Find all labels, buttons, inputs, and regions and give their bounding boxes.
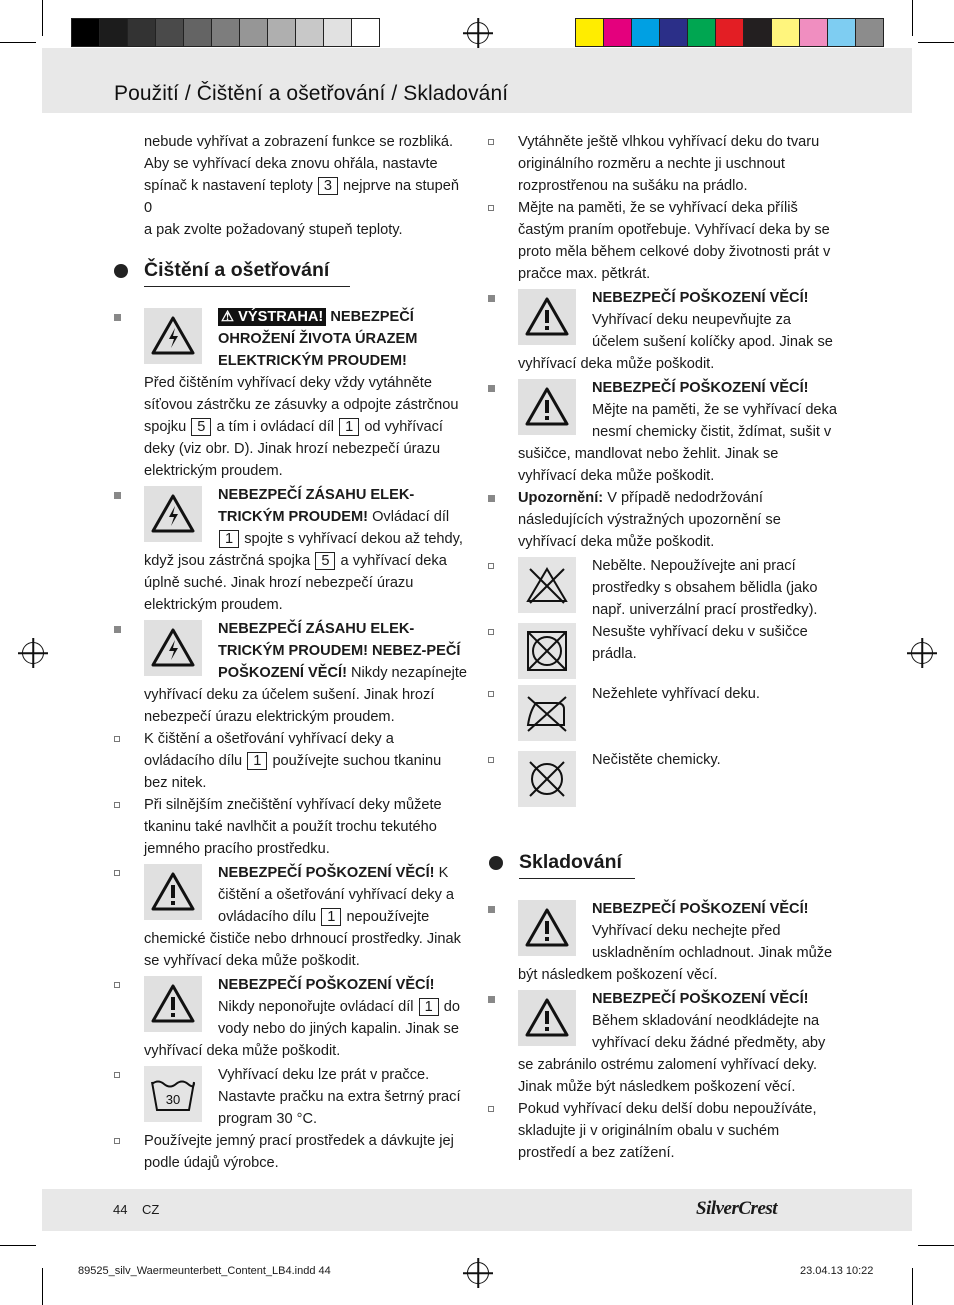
file-info: 89525_silv_Waermeunterbett_Content_LB4.indd 44: [78, 1265, 331, 1277]
warning-triangle-icon: [518, 990, 576, 1046]
electric-hazard-icon: [144, 308, 202, 364]
list-item: Nežehlete vyhřívací deku.: [488, 683, 840, 749]
list-item: Upozornění: V případě nedodržování následujících výstražných upozornění se vyhřívací deka může poškodit.: [488, 487, 840, 553]
electric-hazard-icon: [144, 620, 202, 676]
warning-triangle-icon: [518, 379, 576, 435]
square-bullet-icon: [488, 487, 496, 509]
crop-mark: [912, 1268, 913, 1305]
left-column: [114, 306, 468, 1174]
open-bullet-icon: [114, 1064, 122, 1086]
crop-mark: [0, 42, 36, 43]
no-ironing-icon: [518, 685, 576, 741]
crop-mark: [0, 1245, 36, 1246]
no-bleach-icon: [518, 557, 576, 613]
list-item: NEBEZPEČÍ POŠKOZENÍ VĚCÍ! Nikdy neponořujte ovládací díl 1 do vody nebo do jiných kapalin. Jinak se vyhřívací deka může poškodit.: [114, 974, 468, 1062]
no-tumble-dry-icon: [518, 623, 576, 679]
square-bullet-icon: [488, 377, 496, 399]
gray-swatch-bar: [72, 18, 380, 47]
square-bullet-icon: [114, 618, 122, 640]
language-code: CZ: [142, 1202, 160, 1217]
list-item: NEBEZPEČÍ ZÁSAHU ELEK-TRICKÝM PROUDEM! NEBEZ-PEČÍ POŠKOZENÍ VĚCÍ! Nikdy nezapínejte vyhřívací deku za účelem sušení. Jinak hrozí nebezpečí úrazu elektrickým proudem.: [114, 618, 468, 728]
electric-hazard-icon: [144, 486, 202, 542]
open-bullet-icon: [114, 728, 122, 750]
brand-logo: SilverCrest: [696, 1198, 778, 1219]
list-item: NEBEZPEČÍ POŠKOZENÍ VĚCÍ! Vyhřívací deku neupevňujte za účelem sušení kolíčky apod. Jinak se vyhřívací deka může poškodit.: [488, 287, 840, 375]
list-item: Nebělte. Nepoužívejte ani prací prostředky s obsahem bělidla (jako např. univerzální prací prostředky).: [488, 555, 840, 621]
open-bullet-icon: [114, 794, 122, 816]
open-bullet-icon: [114, 974, 122, 996]
registration-mark-icon: [467, 1262, 489, 1284]
list-item: ⚠ VÝSTRAHA! NEBEZPEČÍ OHROŽENÍ ŽIVOTA ÚRAZEM ELEKTRICKÝM PROUDEM! Před čištěním vyhřívací deky vždy vytáhněte síťovou zástrčku ze zásuvky a odpojte zástrčnou spojku 5 a tím i ovládací díl 1 od vyhřívací deky (viz obr. D). Jinak hrozí nebezpečí úrazu elektrickým proudem.: [114, 306, 468, 482]
list-item: Pokud vyhřívací deku delší dobu nepoužíváte, skladujte ji v originálním obalu v suchém prostředí a bez zatížení.: [488, 1098, 840, 1164]
crop-mark: [918, 1245, 954, 1246]
warning-triangle-icon: [144, 976, 202, 1032]
color-swatch-bar: [576, 18, 884, 47]
crop-mark: [912, 0, 913, 36]
square-bullet-icon: [114, 484, 122, 506]
list-item: NEBEZPEČÍ POŠKOZENÍ VĚCÍ! Mějte na paměti, že se vyhřívací deka nesmí chemicky čistit, ždímat, sušit v sušičce, mandlovat nebo žehlit. Jinak se vyhřívací deka může poškodit.: [488, 377, 840, 487]
list-item: Mějte na paměti, že se vyhřívací deka příliš častým praním opotřebuje. Vyhřívací deka by se proto měla během celkové doby životnosti prát v pračce max. pětkrát.: [488, 197, 840, 285]
warning-triangle-icon: [518, 289, 576, 345]
crop-mark: [42, 1268, 43, 1305]
list-item: 30 Vyhřívací deku lze prát v pračce. Nastavte pračku na extra šetrný prací program 30 °C.: [114, 1064, 468, 1130]
registration-mark-icon: [911, 642, 933, 664]
list-item: Nečistěte chemicky.: [488, 749, 840, 815]
open-bullet-icon: [488, 621, 496, 643]
square-bullet-icon: [114, 306, 122, 328]
open-bullet-icon: [488, 749, 496, 771]
bullet-dot-icon: [489, 856, 503, 870]
open-bullet-icon: [114, 1130, 122, 1152]
open-bullet-icon: [114, 862, 122, 884]
square-bullet-icon: [488, 988, 496, 1010]
list-item: NEBEZPEČÍ POŠKOZENÍ VĚCÍ! Během skladování neodkládejte na vyhřívací deku žádné předměty, aby se zabránilo ostrému zalomení vyhřívací deky. Jinak může být následkem poškození věcí.: [488, 988, 840, 1098]
page-header: [42, 48, 912, 113]
list-item: NEBEZPEČÍ ZÁSAHU ELEK-TRICKÝM PROUDEM! Ovládací díl 1 spojte s vyhřívací dekou až tehdy, když jsou zástrčná spojka 5 a vyhřívací deka úplně suché. Jinak hrozí nebezpečí úrazu elektrickým proudem.: [114, 484, 468, 616]
open-bullet-icon: [488, 131, 496, 153]
list-item: K čištění a ošetřování vyhřívací deky a ovládacího dílu 1 používejte suchou tkaninu bez nitek.: [114, 728, 468, 794]
registration-mark-icon: [22, 642, 44, 664]
list-item: Nesušte vyhřívací deku v sušičce prádla.: [488, 621, 840, 683]
warning-triangle-icon: [518, 900, 576, 956]
crop-mark: [918, 42, 954, 43]
list-item: NEBEZPEČÍ POŠKOZENÍ VĚCÍ! K čištění a ošetřování vyhřívací deky a ovládacího dílu 1 nepoužívejte chemické čističe nebo drhnoucí prostředky. Jinak se vyhřívací deka může poškodit.: [114, 862, 468, 972]
page-title: Použití / Čištění a ošetřování / Skladování: [114, 82, 509, 105]
list-item: Při silnějším znečištění vyhřívací deky můžete tkaninu také navlhčit a použít trochu tekutého jemného pracího prostředku.: [114, 794, 468, 860]
open-bullet-icon: [488, 1098, 496, 1120]
bullet-dot-icon: [114, 264, 128, 278]
page-footer: [42, 1189, 912, 1231]
open-bullet-icon: [488, 197, 496, 219]
list-item: NEBEZPEČÍ POŠKOZENÍ VĚCÍ! Vyhřívací deku nechejte před uskladněním ochladnout. Jinak může být následkem poškození věcí.: [488, 898, 840, 986]
warning-triangle-icon: [144, 864, 202, 920]
left-intro: nebude vyhřívat a zobrazení funkce se rozbliká. Aby se vyhřívací deka znovu ohřála, nastavte spínač k nastavení teploty 3 nejprve na stupeň 0 a pak zvolte požadovaný stupeň teploty.: [144, 134, 460, 238]
crop-mark: [42, 0, 43, 36]
wash-tub-icon: [144, 1066, 202, 1122]
list-item: Používejte jemný prací prostředek a dávkujte jej podle údajů výrobce.: [114, 1130, 468, 1174]
storage-list: [488, 898, 840, 1164]
no-dry-clean-icon: [518, 751, 576, 807]
warning-label: ⚠ VÝSTRAHA!: [218, 308, 326, 326]
svg-text:30: 30: [165, 1092, 181, 1107]
page-number: 44: [113, 1202, 128, 1217]
registration-mark-icon: [467, 22, 489, 44]
square-bullet-icon: [488, 287, 496, 309]
print-date: 23.04.13 10:22: [800, 1265, 874, 1277]
square-bullet-icon: [488, 898, 496, 920]
open-bullet-icon: [488, 555, 496, 577]
right-column: [488, 131, 840, 815]
list-item: Vytáhněte ještě vlhkou vyhřívací deku do tvaru originálního rozměru a nechte ji uschnout rozprostřenou na sušáku na prádlo.: [488, 131, 840, 197]
open-bullet-icon: [488, 683, 496, 705]
